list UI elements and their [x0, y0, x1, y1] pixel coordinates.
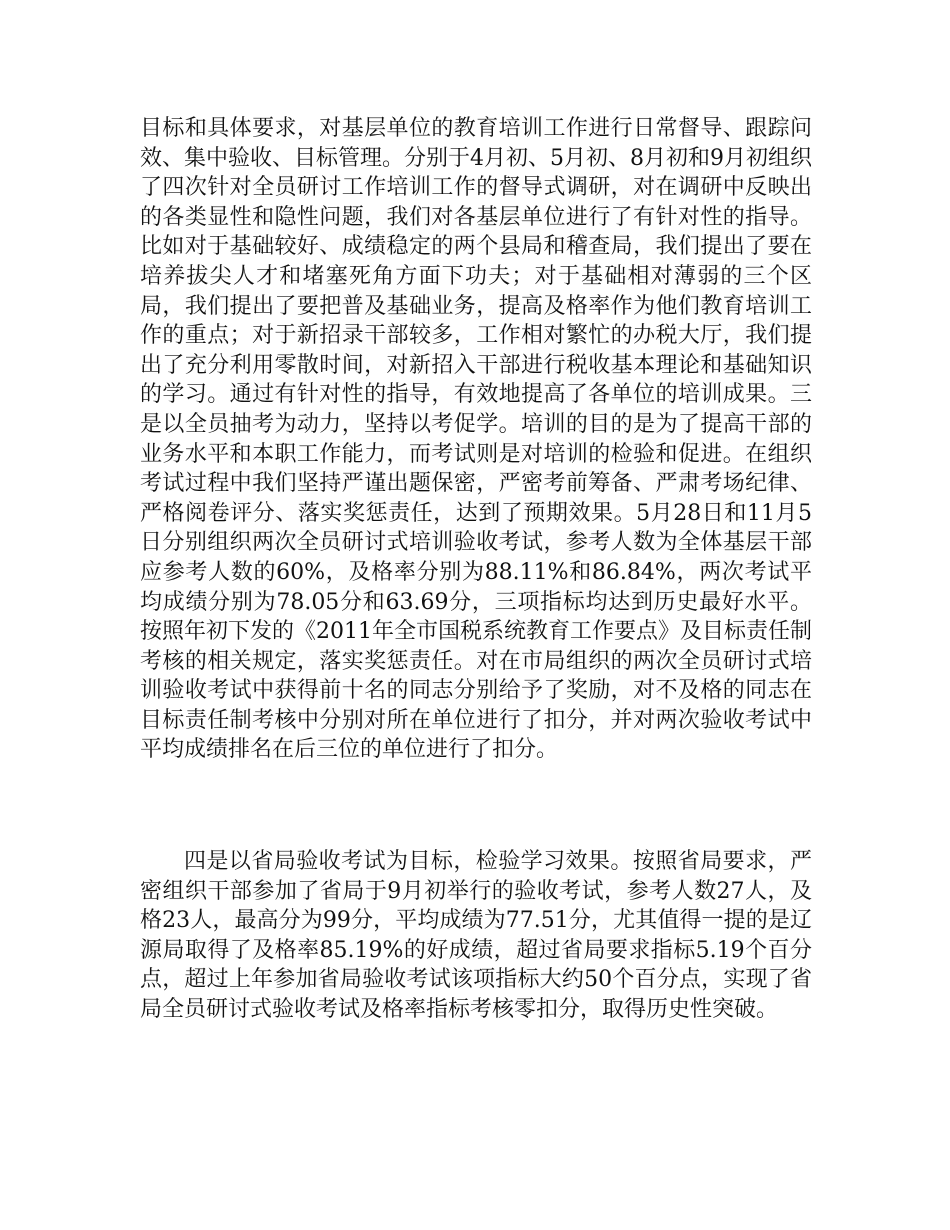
body-paragraph-1: 目标和具体要求，对基层单位的教育培训工作进行日常督导、跟踪问效、集中验收、目标管理。分别于4月初、5月初、8月初和9月初组织了四次针对全员研讨工作培训工作的督导式调研，对在调研中反映出的各类显性和隐性问题，我们对各基层单位进行了有针对性的指导。比如对于基础较好、成绩稳定的两个县局和稽查局，我们提出了要在培养拔尖人才和堵塞死角方面下功夫；对于基础相对薄弱的三个区局，我们提出了要把普及基础业务，提高及格率作为他们教育培训工作的重点；对于新招录干部较多，工作相对繁忙的办税大厅，我们提出了充分利用零散时间，对新招入干部进行税收基本理论和基础知识的学习。通过有针对性的指导，有效地提高了各单位的培训成果。三是以全员抽考为动力，坚持以考促学。培训的目的是为了提高干部的业务水平和本职工作能力，而考试则是对培训的检验和促进。在组织考试过程中我们坚持严谨出题保密，严密考前筹备、严肃考场纪律、严格阅卷评分、落实奖惩责任，达到了预期效果。5月28日和11月5日分别组织两次全员研讨式培训验收考试，参考人数为全体基层干部应参考人数的60%，及格率分别为88.11%和86.84%，两次考试平均成绩分别为78.05分和63.69分，三项指标均达到历史最好水平。按照年初下发的《2011年全市国税系统教育工作要点》及目标责任制考核的相关规定，落实奖惩责任。对在市局组织的两次全员研讨式培训验收考试中获得前十名的同志分别给予了奖励，对不及格的同志在目标责任制考核中分别对所在单位进行了扣分，并对两次验收考试中平均成绩排名在后三位的单位进行了扣分。	[140, 116, 812, 763]
body-paragraph-2: 四是以省局验收考试为目标，检验学习效果。按照省局要求，严密组织干部参加了省局于9月初举行的验收考试，参考人数27人，及格23人，最高分为99分，平均成绩为77.51分，尤其值得一提的是辽源局取得了及格率85.19%的好成绩，超过省局要求指标5.19个百分点，超过上年参加省局验收考试该项指标大约50个百分点，实现了省局全员研讨式验收考试及格率指标考核零扣分，取得历史性突破。	[140, 849, 812, 1022]
